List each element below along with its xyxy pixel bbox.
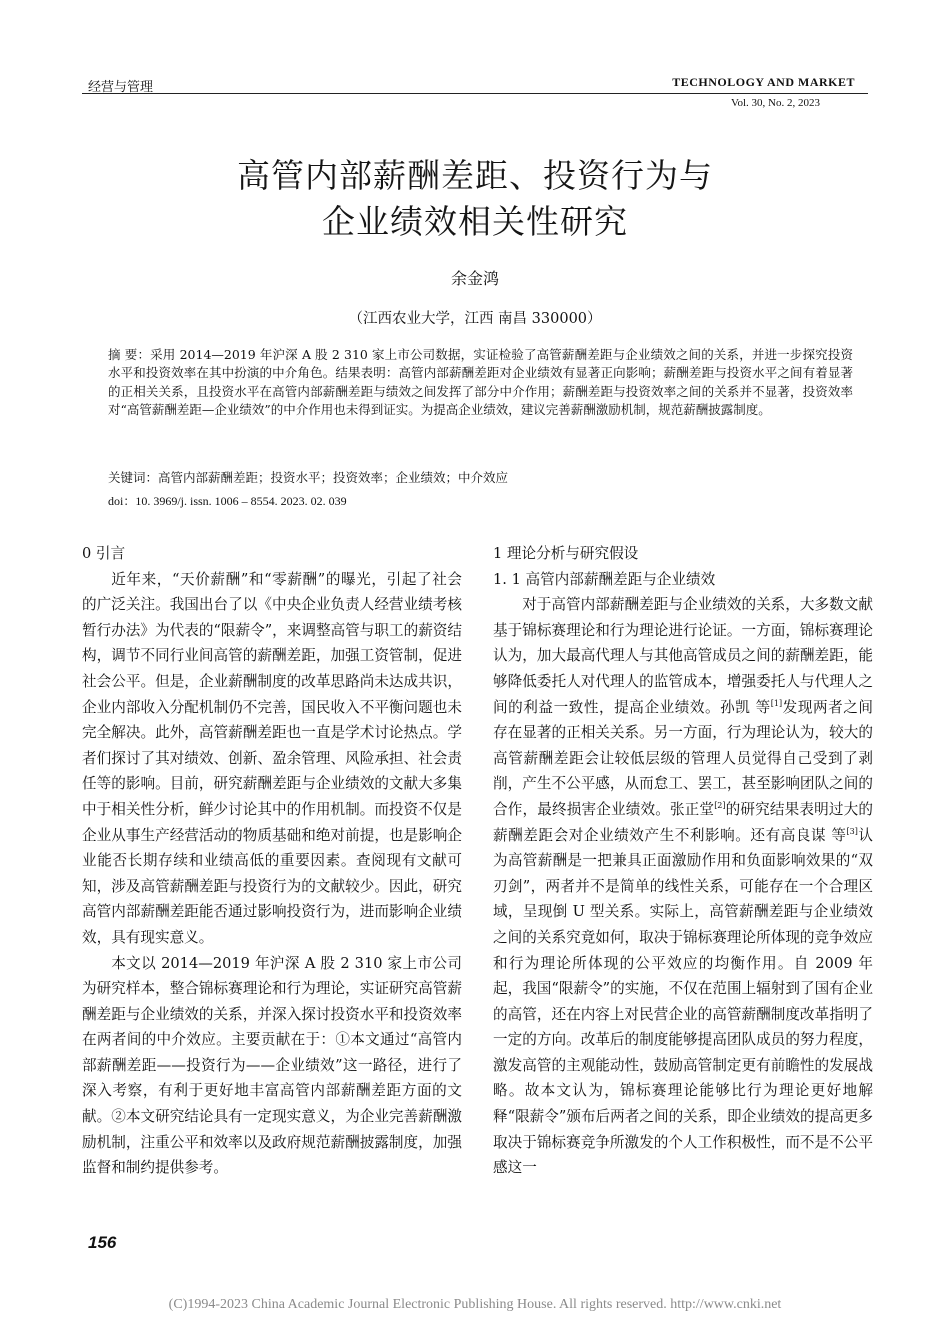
doi: doi：10. 3969/j. issn. 1006 – 8554. 2023. 02. 039 <box>108 494 347 508</box>
article-title-line1: 高管内部薪酬差距、投资行为与 <box>237 156 713 195</box>
journal-name: TECHNOLOGY AND MARKET <box>672 75 855 89</box>
citation-ref[interactable]: [2] <box>714 801 726 811</box>
keywords-text: 高管内部薪酬差距；投资水平；投资效率；企业绩效；中介效应 <box>158 470 509 485</box>
section-heading-introduction: 0 引言 <box>82 545 126 562</box>
article-title-line2: 企业绩效相关性研究 <box>322 202 628 241</box>
section-heading-theory: 1 理论分析与研究假设 <box>493 545 639 562</box>
left-column <box>82 541 462 1181</box>
volume-info: Vol. 30, No. 2, 2023 <box>730 97 820 109</box>
author-affiliation: （江西农业大学，江西 南昌 330000） <box>348 311 602 327</box>
right-column <box>493 541 873 1181</box>
page-number: 156 <box>88 1233 117 1252</box>
abstract-label: 摘 要： <box>108 347 151 362</box>
keywords <box>108 468 508 486</box>
paragraph: 对于高管内部薪酬差距与企业绩效的关系，大多数文献基于锦标赛理论和行为理论进行论证。一方面，锦标赛理论认为，加大最高代理人与其他高管成员之间的薪酬差距，能够降低委托人对代理人的监管成本，增强委托人与代理人之间的利益一致性，提高企业绩效。孙凯 等[1]发现两者之间存在显著的正相关关系。另一方面，行为理论认为，较大的高管薪酬差距会让较低层级的管理人员觉得自己受到了剥削，产生不公平感，从而怠工、罢工，甚至影响团队之间的合作，最终损害企业绩效。张正堂[2]的研究结果表明过大的薪酬差距会对企业绩效产生不利影响。还有高良谋 等[3]认为高管薪酬是一把兼具正面激励作用和负面影响效果的“双刃剑”，两者并不是简单的线性关系，可能存在一个合理区域，呈现倒 U 型关系。实际上，高管薪酬差距与企业绩效之间的关系究竟如何，取决于锦标赛理论所体现的竞争效应和行为理论所体现的公平效应的均衡作用。自 2009 年起，我国“限薪令”的实施，不仅在范围上辐射到了国有企业的高管，还在内容上对民营企业的高管薪酬制度改革指明了一定的方向。改革后的制度能够提高团队成员的努力程度，激发高管的主观能动性，鼓励高管制定更有前瞻性的发展战略。故本文认为，锦标赛理论能够比行为理论更好地解释“限薪令”颁布后两者之间的关系，即企业绩效的提高更多取决于锦标赛竞争所激发的个人工作积极性，而不是不公平感这一 <box>493 596 873 1177</box>
subsection-heading: 1. 1 高管内部薪酬差距与企业绩效 <box>493 570 716 588</box>
header-rule <box>82 93 868 94</box>
keywords-label: 关键词： <box>108 470 159 485</box>
section-header: 经营与管理 <box>88 80 154 95</box>
abstract <box>108 346 853 420</box>
citation-ref[interactable]: [3] <box>846 826 858 836</box>
abstract-text: 采用 2014—2019 年沪深 A 股 2 310 家上市公司数据，实证检验了高管薪酬差距与企业绩效之间的关系，并进一步探究投资水平和投资效率在其中扮演的中介角色。结果表明：高管内部薪酬差距对企业绩效有显著正向影响；薪酬差距与投资水平之间有着显著的正相关关系，且投资水平在高管内部薪酬差距与绩效之间发挥了部分中介作用；薪酬差距与投资效率之间的关系并不显著，投资效率对“高管薪酬差距—企业绩效”的中介作用也未得到证实。为提高企业绩效，建议完善薪酬激励机制，规范薪酬披露制度。 <box>108 347 853 418</box>
citation-ref[interactable]: [1] <box>770 698 783 708</box>
copyright-notice: (C)1994-2023 China Academic Journal Electronic Publishing House. All rights reserved. http://www.cnki.net <box>168 1297 782 1312</box>
paragraph: 近年来，“天价薪酬”和“零薪酬”的曝光，引起了社会的广泛关注。我国出台了以《中央企业负责人经营业绩考核暂行办法》为代表的“限薪令”，来调整高管与职工的薪资结构，调节不同行业间高管的薪酬差距，加强工资管制，促进社会公平。但是，企业薪酬制度的改革思路尚未达成共识，企业内部收入分配机制仍不完善，国民收入不平衡问题也未完全解决。此外，高管薪酬差距也一直是学术讨论热点。学者们探讨了其对绩效、创新、盈余管理、风险承担、社会责任等的影响。目前，研究薪酬差距与企业绩效的文献大多集中于相关性分析，鲜少讨论其中的作用机制。而投资不仅是企业从事生产经营活动的物质基础和绝对前提，也是影响企业能否长期存续和业绩高低的重要因素。查阅现有文献可知，涉及高管薪酬差距与投资行为的文献较少。因此，研究高管内部薪酬差距能否通过影响投资行为，进而影响企业绩效，具有现实意义。 <box>82 570 462 946</box>
paragraph: 本文以 2014—2019 年沪深 A 股 2 310 家上市公司为研究样本，整合锦标赛理论和行为理论，实证研究高管薪酬差距与企业绩效的关系，并深入探讨投资水平和投资效率在两者间的中介效应。主要贡献在于：①本文通过“高管内部薪酬差距——投资行为——企业绩效”这一路径，进行了深入考察，有利于更好地丰富高管内部薪酬差距方面的文献。②本文研究结论具有一定现实意义，为企业完善薪酬激励机制，注重公平和效率以及政府规范薪酬披露制度，加强监督和制约提供参考。 <box>82 954 462 1177</box>
author-name: 余金鸿 <box>450 269 499 288</box>
